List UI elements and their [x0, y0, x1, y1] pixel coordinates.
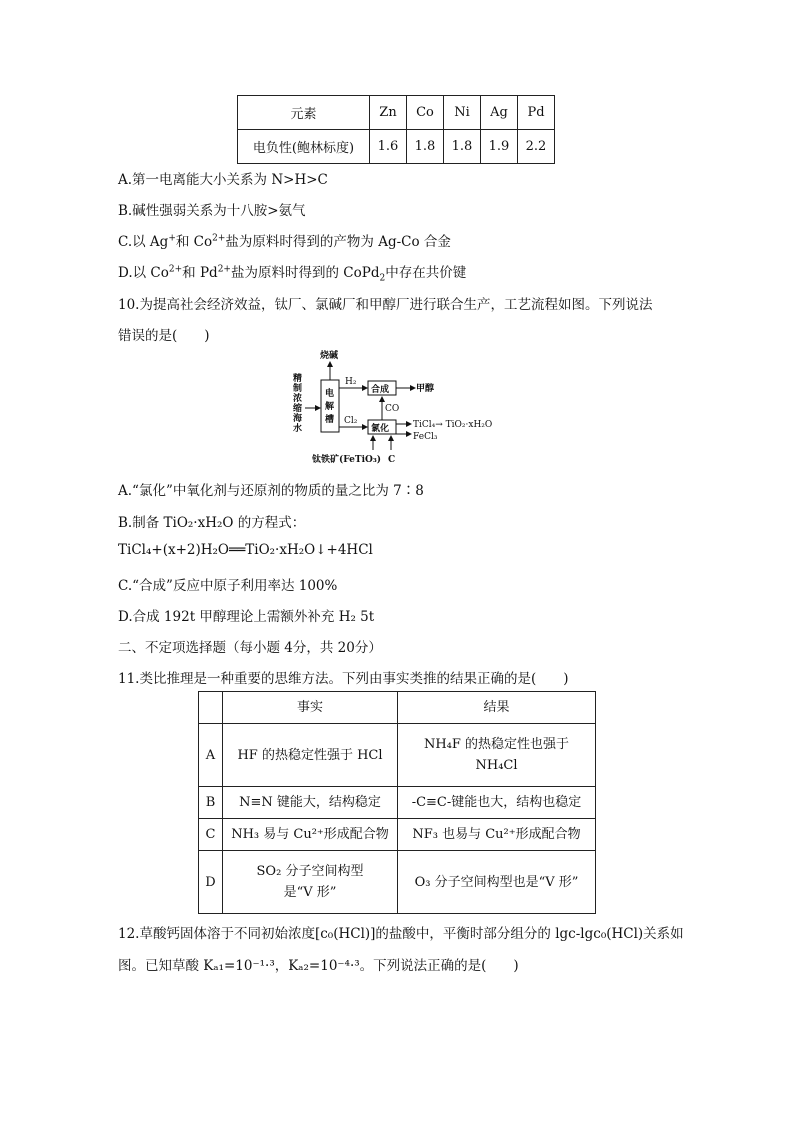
q9-option-d-text: 盐为原料时得到的 CoPd [230, 265, 380, 281]
table-cell: 1.8 [444, 130, 481, 164]
diagram-input-label: 精制浓缩海水 [293, 374, 303, 434]
electronegativity-table [237, 95, 555, 164]
diagram-ticl4-label: TiCl₄→ TiO₂·xH₂O [413, 420, 493, 430]
q10-stem-line1: 10.为提高社会经济效益，钛厂、氯碱厂和甲醇厂进行联合生产，工艺流程如图。下列说法 [118, 297, 653, 313]
table-row [199, 692, 596, 724]
diagram-carbon-label: C [388, 455, 396, 465]
q9-option-a: A.第一电离能大小关系为 N>H>C [118, 172, 328, 188]
table-cell: N≡N 键能大，结构稳定 [223, 787, 398, 819]
q9-option-c-text: 盐为原料时得到的产物为 Ag-Co 合金 [225, 234, 451, 250]
table-cell: SO₂ 分子空间构型是“V 形” [223, 851, 398, 914]
section-heading: 二、不定项选择题（每小题 4分，共 20分） [118, 640, 382, 656]
diagram-methanol-label: 甲醇 [416, 384, 435, 394]
table-row [199, 724, 596, 787]
q10-stem-line2: 错误的是( ) [118, 328, 210, 344]
table-cell: NH₃ 易与 Cu²⁺形成配合物 [223, 819, 398, 851]
q10-option-a: A.“氯化”中氧化剂与还原剂的物质的量之比为 7∶8 [118, 483, 424, 499]
table-cell: HF 的热稳定性强于 HCl [223, 724, 398, 787]
table-cell: 电负性(鲍林标度) [238, 130, 370, 164]
q9-option-d-text: 中存在共价键 [385, 265, 467, 281]
table-cell: 2.2 [518, 130, 555, 164]
table-cell: NH₄F 的热稳定性也强于 NH₄Cl [398, 724, 596, 787]
q9-option-b: B.碱性强弱关系为十八胺>氨气 [118, 203, 306, 219]
table-cell: O₃ 分子空间构型也是“V 形” [398, 851, 596, 914]
diagram-chlorination-label: 氯化 [371, 424, 390, 434]
table-row [199, 787, 596, 819]
q12-stem-line1: 12.草酸钙固体溶于不同初始浓度[c₀(HCl)]的盐酸中，平衡时部分组分的 lgc-lgc₀(HCl)关系如 [118, 926, 684, 942]
table-cell: 1.6 [370, 130, 407, 164]
table-header [199, 692, 223, 724]
diagram-cell-label: 电解槽 [325, 389, 335, 425]
q10-option-d: D.合成 192t 甲醇理论上需额外补充 H₂ 5t [118, 609, 375, 625]
table-cell: A [199, 724, 223, 787]
q11-stem: 11.类比推理是一种重要的思维方法。下列由事实类推的结果正确的是( ) [118, 671, 569, 687]
analogy-table [198, 691, 596, 914]
table-header: Co [407, 96, 444, 130]
table-header: 事实 [223, 692, 398, 724]
q9-option-d: D.以 $Co^{2+}$和 $Pd^{2+}$盐为原料时得到的 CoPd$_2$中存在共价键 [118, 264, 467, 284]
table-header: Ni [444, 96, 481, 130]
diagram-co-label: CO [385, 404, 400, 414]
table-cell: B [199, 787, 223, 819]
diagram-cl2-label: Cl₂ [344, 416, 358, 426]
process-flow-diagram [285, 348, 525, 470]
table-row [199, 851, 596, 914]
diagram-synthesis-label: 合成 [371, 385, 390, 395]
table-header: Pd [518, 96, 555, 130]
q9-option-c-text: 和 Co [175, 234, 213, 250]
table-header: Ag [481, 96, 518, 130]
table-cell: 1.8 [407, 130, 444, 164]
table-cell: 1.9 [481, 130, 518, 164]
q9-option-d-text: 和 Pd [182, 265, 218, 281]
q9-option-c: C.以 Ag+和 $Co^{2+}$盐为原料时得到的产物为 Ag-Co 合金 [118, 233, 451, 250]
table-cell: C [199, 819, 223, 851]
table-cell: -C≡C-键能也大，结构也稳定 [398, 787, 596, 819]
table-row [238, 96, 555, 130]
table-cell: NF₃ 也易与 Cu²⁺形成配合物 [398, 819, 596, 851]
diagram-h2-label: H₂ [345, 377, 357, 387]
table-row [238, 130, 555, 164]
diagram-fecl3-label: FeCl₃ [413, 432, 438, 442]
q10-option-b-equation: TiCl₄+(x+2)H₂O══TiO₂·xH₂O↓+4HCl [118, 542, 373, 558]
diagram-naoh-label: 烧碱 [320, 351, 339, 361]
table-row [199, 819, 596, 851]
table-cell: D [199, 851, 223, 914]
q9-option-c-text: C.以 Ag [118, 234, 169, 250]
q12-stem-line2: 图。已知草酸 Kₐ₁=10⁻¹·³，Kₐ₂=10⁻⁴·³。下列说法正确的是( ) [118, 958, 519, 974]
diagram-ore-label: 钛铁矿(FeTiO₃) [312, 455, 382, 465]
q10-option-b: B.制备 TiO₂·xH₂O 的方程式： [118, 515, 306, 531]
q9-option-d-text: D.以 Co [118, 265, 169, 281]
q10-option-c: C.“合成”反应中原子利用率达 100% [118, 578, 338, 594]
table-header: 元素 [238, 96, 370, 130]
table-header: 结果 [398, 692, 596, 724]
table-header: Zn [370, 96, 407, 130]
